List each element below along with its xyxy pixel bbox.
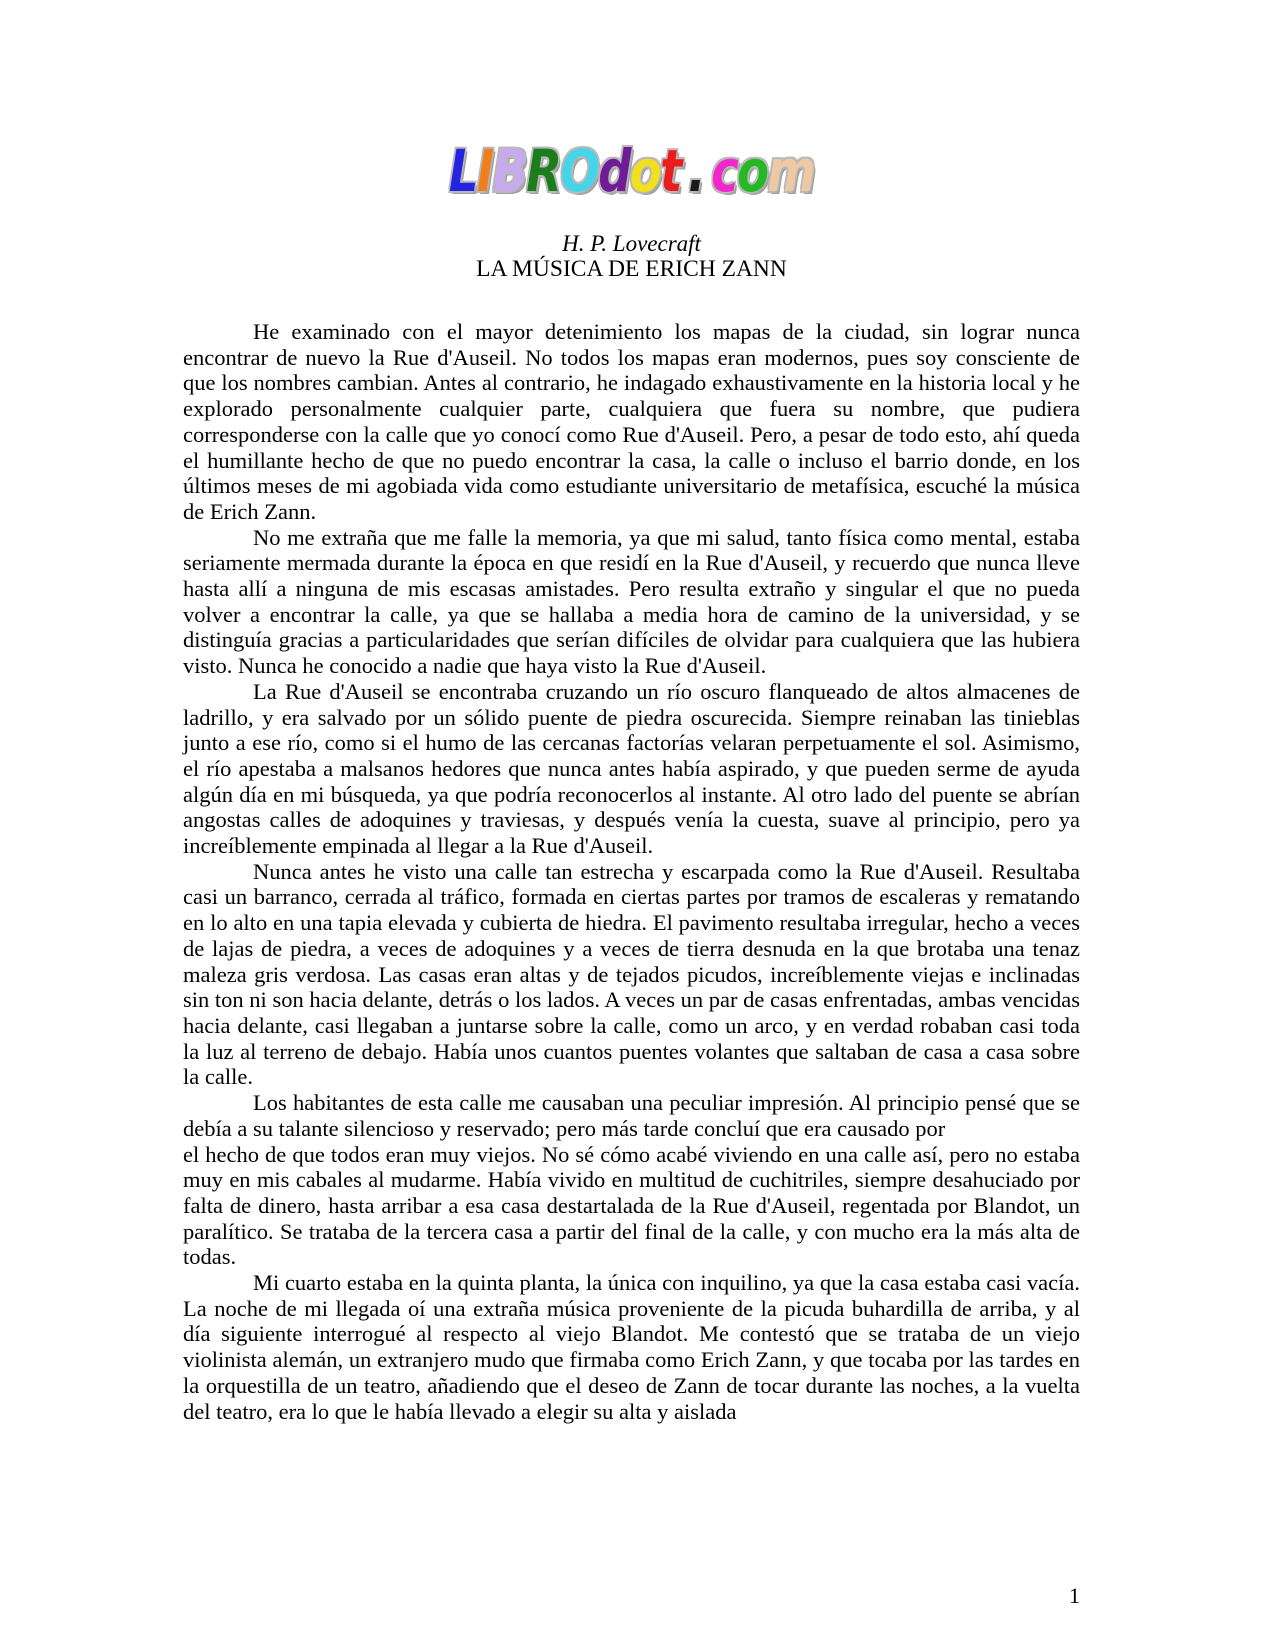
logo-letter: o	[737, 137, 768, 205]
logo-letter: m	[767, 137, 815, 205]
logo-letter: d	[598, 137, 630, 205]
paragraph: No me extraña que me falle la memoria, ya que mi salud, tanto física como mental, estaba seriamente mermada durante la época en que residí en la Rue d'Auseil, y recuerdo que nunca lleve hasta allí a ninguna de mis escasas amistades. Pero resulta extraño y singular el que no pueda volver a encontrar la calle, ya que se hallaba a media hora de camino de la universidad, y se distinguía gracias a particularidades que serían difíciles de olvidar para cualquiera que las hubiera visto. Nunca he conocido a nadie que haya visto la Rue d'Auseil.	[183, 524, 1080, 679]
logo-letter: o	[629, 137, 661, 205]
author-line: H. P. Lovecraft	[562, 231, 701, 256]
logo-letter: L	[448, 137, 477, 205]
logo-letter: I	[476, 137, 493, 205]
paragraph: Mi cuarto estaba en la quinta planta, la única con inquilino, ya que la casa estaba casi vacía. La noche de mi llegada oí una extraña música proveniente de la picuda buhardilla de arriba, y al día siguiente interrogué al respecto al viejo Blandot. Me contestó que se trataba de un viejo violinista alemán, un extranjero mudo que firmaba como Erich Zann, y que tocaba por las tardes en la orquestilla de un teatro, añadiendo que el deseo de Zann de tocar durante las noches, a la vuelta del teatro, era lo que le había llevado a elegir su alta y aislada	[183, 1270, 1080, 1424]
page-content	[183, 0, 1080, 1424]
paragraph: Los habitantes de esta calle me causaban una peculiar impresión. Al principio pensé que se debía a su talante silencioso y reservado; pero más tarde concluí que era causado por	[183, 1090, 1080, 1141]
paragraph: La Rue d'Auseil se encontraba cruzando un río oscuro flanqueado de altos almacenes de ladrillo, y era salvado por un sólido puente de piedra oscurecida. Siempre reinaban las tinieblas junto a ese río, como si el humo de las cercanas factorías velaran perpetuamente el sol. Asimismo, el río apestaba a malsanos hedores que nunca antes había aspirado, y que pueden serme de ayuda algún día en mi búsqueda, ya que podría reconocerlos al instante. Al otro lado del puente se abrían angostas calles de adoquines y traviesas, y después venía la cuesta, suave al principio, pero ya increíblemente empinada al llegar a la Rue d'Auseil.	[183, 678, 1080, 859]
logo-letter: t	[660, 137, 681, 205]
story-title: LA MÚSICA DE ERICH ZANN	[476, 256, 787, 282]
paragraph: He examinado con el mayor detenimiento los mapas de la ciudad, sin lograr nunca encontrar de nuevo la Rue d'Auseil. No todos los mapas eran modernos, pues soy consciente de que los nombres cambian. Antes al contrario, he indagado exhaustivamente en la historia local y he explorado personalmente cualquier parte, cualquiera que fuera su nombre, que pudiera corresponderse con la calle que yo conocí como Rue d'Auseil. Pero, a pesar de todo esto, ahí queda el humillante hecho de que no puedo encontrar la casa, la calle o incluso el barrio donde, en los últimos meses de mi agobiada vida como estudiante universitario de metafísica, escuché la música de Erich Zann.	[183, 319, 1080, 524]
logo-letter: O	[560, 137, 599, 205]
story-body	[183, 319, 1080, 1424]
logo-dot: .	[687, 137, 704, 205]
page-number: 1	[1069, 1583, 1080, 1608]
paragraph: Nunca antes he visto una calle tan estrecha y escarpada como la Rue d'Auseil. Resultaba casi un barranco, cerrada al tráfico, formada en ciertas partes por tramos de escaleras y rematando en lo alto en una tapia elevada y cubierta de hiedra. El pavimento resultaba irregular, hecho a veces de lajas de piedra, a veces de adoquines y a veces de tierra desnuda en la que brotaba una tenaz maleza gris verdosa. Las casas eran altas y de tejados picudos, increíblemente viejas e inclinadas sin ton ni son hacia delante, detrás o los lados. A veces un par de casas enfrentadas, ambas vencidas hacia delante, casi llegaban a juntarse sobre la calle, como un arco, y en verdad robaban casi toda la luz al terreno de debajo. Había unos cuantos puentes volantes que saltaban de casa a casa sobre la calle.	[183, 858, 1080, 1090]
logo-letter: B	[492, 137, 527, 205]
logo-letter: c	[711, 137, 738, 205]
librodot-logo	[273, 138, 991, 208]
logo-letter: R	[526, 137, 561, 205]
paragraph: el hecho de que todos eran muy viejos. No sé cómo acabé viviendo en una calle así, pero no estaba muy en mis cabales al mudarme. Había vivido en multitud de cuchitriles, siempre desahuciado por falta de dinero, hasta arribar a esa casa destartalada de la Rue d'Auseil, regentada por Blandot, un paralítico. Se trataba de la tercera casa a partir del final de la calle, y con mucho era la más alta de todas.	[183, 1141, 1080, 1270]
